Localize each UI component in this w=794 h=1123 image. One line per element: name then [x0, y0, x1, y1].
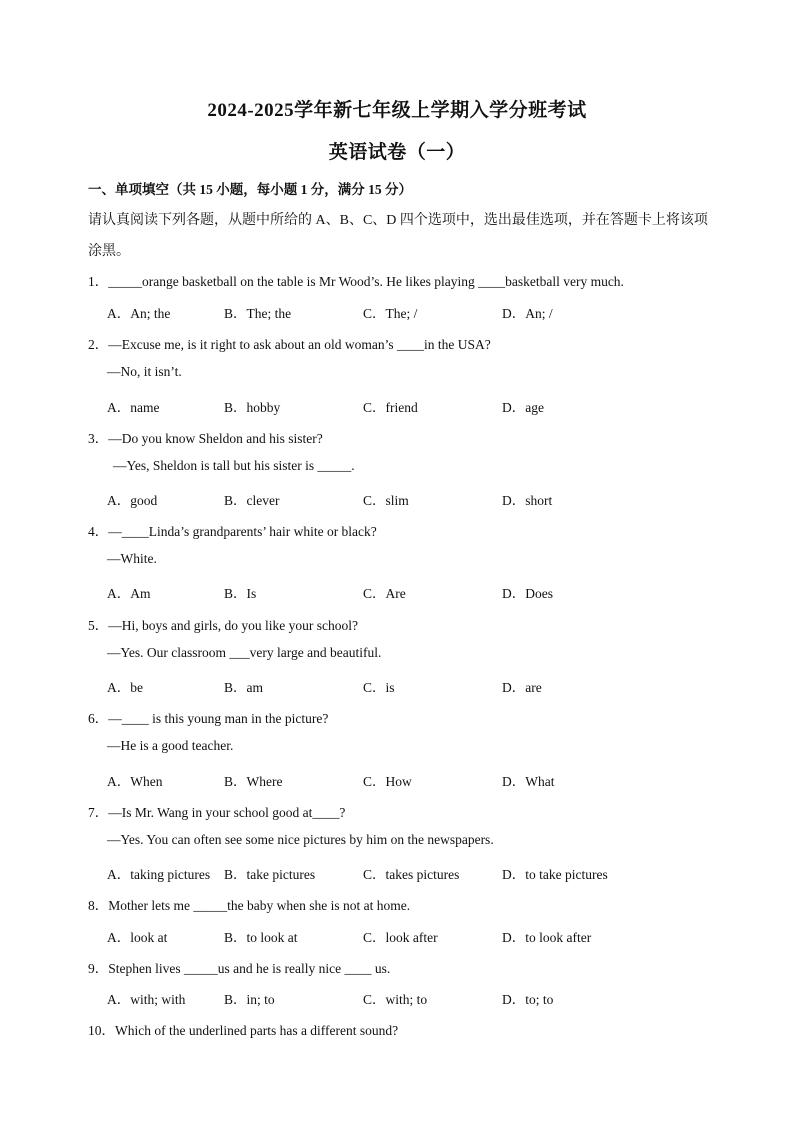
- question-8-option-a: A．look at: [107, 930, 168, 945]
- question-3-stem: 3．—Do you know Sheldon and his sister?: [88, 431, 323, 446]
- question-2-option-b: B．hobby: [224, 400, 281, 415]
- question-5-option-c: C．is: [363, 680, 395, 695]
- question-1-stem: 1．_____orange basketball on the table is Mr Wood’s. He likes playing ____basketball very much.: [88, 274, 624, 289]
- question-5-option-a: A．be: [107, 680, 143, 695]
- question-3-reply: —Yes, Sheldon is tall but his sister is _____.: [113, 458, 355, 473]
- question-2-stem: 2．—Excuse me, is it right to ask about an old woman’s ____in the USA?: [88, 337, 491, 352]
- question-1-option-a: A．An; the: [107, 306, 171, 321]
- question-7-option-d: D．to take pictures: [502, 867, 608, 882]
- question-7-reply: —Yes. You can often see some nice pictures by him on the newspapers.: [107, 832, 494, 847]
- question-9-option-c: C．with; to: [363, 992, 428, 1007]
- question-8-option-d: D．to look after: [502, 930, 592, 945]
- question-5-stem: 5．—Hi, boys and girls, do you like your school?: [88, 618, 358, 633]
- question-7-stem: 7．—Is Mr. Wang in your school good at____?: [88, 805, 346, 820]
- question-3-option-d: D．short: [502, 493, 553, 508]
- question-9-option-a: A．with; with: [107, 992, 186, 1007]
- question-5-option-b: B．am: [224, 680, 263, 695]
- question-3-option-b: B．clever: [224, 493, 280, 508]
- question-6-reply: —He is a good teacher.: [107, 738, 234, 753]
- question-7-option-a: A．taking pictures: [107, 867, 211, 882]
- question-5-option-d: D．are: [502, 680, 542, 695]
- question-5-reply: —Yes. Our classroom ___very large and beautiful.: [107, 645, 382, 660]
- question-4-option-b: B．Is: [224, 586, 257, 601]
- question-3-option-c: C．slim: [363, 493, 409, 508]
- question-2-option-d: D．age: [502, 400, 544, 415]
- section-heading: 一、单项填空（共 15 小题，每小题 1 分，满分 15 分）: [88, 182, 412, 197]
- question-6-option-a: A．When: [107, 774, 163, 789]
- question-4-stem: 4．—____Linda’s grandparents’ hair white or black?: [88, 524, 377, 539]
- question-7-option-c: C．takes pictures: [363, 867, 460, 882]
- question-8-option-c: C．look after: [363, 930, 438, 945]
- question-6-option-c: C．How: [363, 774, 412, 789]
- question-7-option-b: B．take pictures: [224, 867, 316, 882]
- section-instructions: 请认真阅读下列各题，从题中所给的 A、B、C、D 四个选项中，选出最佳选项，并在答题卡上将该项涂黑。: [88, 213, 708, 259]
- question-9-option-b: B．in; to: [224, 992, 275, 1007]
- question-8-stem: 8．Mother lets me _____the baby when she is not at home.: [88, 898, 411, 913]
- question-9-option-d: D．to; to: [502, 992, 554, 1007]
- question-1-option-b: B．The; the: [224, 306, 292, 321]
- question-6-option-d: D．What: [502, 774, 555, 789]
- exam-subtitle: 英语试卷（一）: [328, 142, 466, 163]
- question-1-option-c: C．The; /: [363, 306, 418, 321]
- question-2-option-c: C．friend: [363, 400, 418, 415]
- exam-title: 2024-2025学年新七年级上学期入学分班考试: [207, 100, 587, 121]
- question-8-option-b: B．to look at: [224, 930, 298, 945]
- question-4-option-a: A．Am: [107, 586, 151, 601]
- question-10-stem: 10．Which of the underlined parts has a different sound?: [88, 1023, 399, 1038]
- question-4-option-c: C．Are: [363, 586, 406, 601]
- question-6-stem: 6．—____ is this young man in the picture?: [88, 711, 329, 726]
- question-2-option-a: A．name: [107, 400, 160, 415]
- question-4-option-d: D．Does: [502, 586, 553, 601]
- question-3-option-a: A．good: [107, 493, 158, 508]
- question-6-option-b: B．Where: [224, 774, 283, 789]
- question-2-reply: —No, it isn’t.: [107, 364, 182, 379]
- question-4-reply: —White.: [107, 551, 157, 566]
- question-9-stem: 9．Stephen lives _____us and he is really nice ____ us.: [88, 961, 391, 976]
- question-1-option-d: D．An; /: [502, 306, 553, 321]
